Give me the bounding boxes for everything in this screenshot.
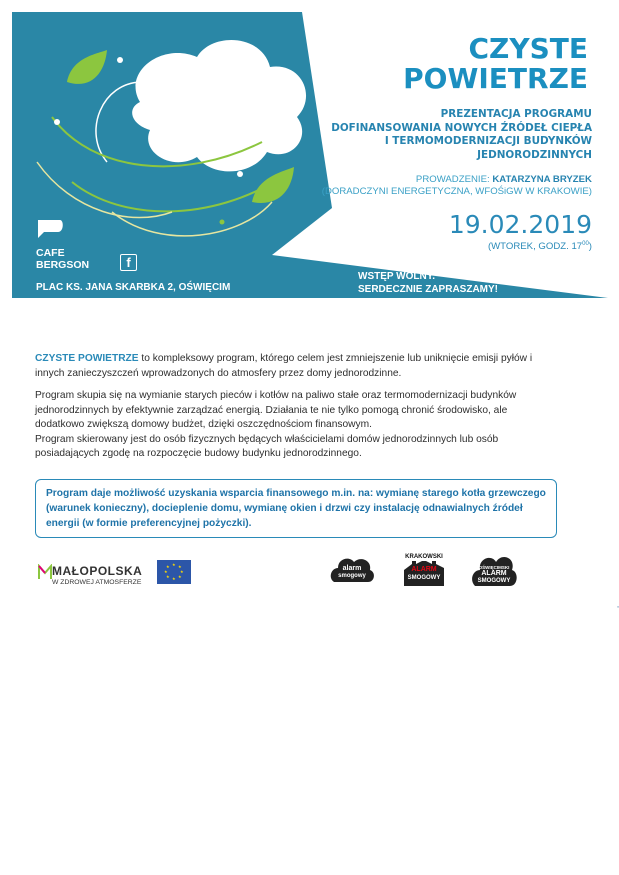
event-time (488, 241, 592, 252)
alarm-word: SMOGOWY (407, 575, 441, 581)
dot-decoration (237, 171, 243, 177)
title-line-1: CZYSTE (468, 32, 588, 65)
venue-name (36, 247, 89, 271)
leaf-icon (67, 50, 107, 84)
venue-address: PLAC KS. JANA SKARBKA 2, OŚWIĘCIM (36, 282, 231, 293)
venue-line: CAFE (36, 247, 65, 259)
dot-decoration (220, 220, 225, 225)
eu-flag-icon (157, 560, 191, 584)
alarm-word: ALARM (411, 566, 437, 573)
host-label: PROWADZENIE: (415, 174, 490, 185)
paragraph: Program skierowany jest do osób fizycznych będących właścicielami domów jednorodzinnych lub osób posiadających zgodę na rozpoczęcie budowy budynku jednorodzinnego. (35, 433, 499, 459)
cloud-icon (132, 40, 306, 171)
time-minutes: 00 (582, 241, 589, 247)
paragraph: Program skupia się na wymianie starych pieców i kotłów na paliwo stałe oraz termomodernizacji budynków jednorodzinnych by efektywnie zarządzać energią. Działania te nie tylko pomogą chronić środowisko, ale dodatkowo zwiększą domowy budżet, dzięki oszczędnościom finansowym. (35, 390, 517, 430)
eu-star: ★ (166, 574, 170, 579)
alarm-word: smogowy (338, 573, 366, 579)
eu-star: ★ (166, 564, 170, 569)
eu-star: ★ (172, 576, 176, 581)
alarm-word: SMOGOWY (477, 578, 511, 584)
eu-star: ★ (164, 569, 168, 574)
funding-note (578, 348, 616, 608)
alarm-word: OŚWIĘCIMSKI (478, 565, 510, 570)
event-subtitle (312, 108, 592, 162)
event-title (403, 34, 588, 94)
eu-star: ★ (180, 569, 184, 574)
program-description (35, 352, 555, 470)
alarm-word: ALARM (481, 570, 507, 577)
host-name: KATARZYNA BRYZEK (492, 174, 592, 185)
malopolska-tagline: W ZDROWEJ ATMOSFERZE (52, 579, 142, 586)
host-role: (DORADCZYNI ENERGETYCZNA, WFOŚiGW W KRAKOWIE) (321, 186, 592, 197)
paragraph-text: to kompleksowy program, którego celem jest zmniejszenie lub uniknięcie emisji pyłów i innych zanieczyszczeń wprowadzonych do atmosfery przez domy jednorodzinne. (35, 353, 533, 379)
malopolska-name: MAŁOPOLSKA (52, 564, 143, 578)
dot-decoration (54, 119, 60, 125)
event-banner (12, 12, 608, 298)
host-info (322, 174, 592, 198)
dot-decoration (117, 57, 123, 63)
support-info-box: Program daje możliwość uzyskania wsparcia finansowego m.in. na: wymianę starego kotła grzewczego (warunek konieczny), docieplenie domu, wymianę okien i drzwi czy instalację odnawialnych źródeł energii (w formie preferencyjnej pożyczki). (35, 479, 557, 538)
eu-star: ★ (178, 564, 182, 569)
alarm-word: KRAKOWSKI (400, 554, 448, 561)
swirl-line (112, 202, 272, 236)
swirl-line (72, 177, 282, 211)
alarm-word: alarm (342, 565, 362, 572)
eu-stars (157, 560, 191, 584)
eu-star: ★ (178, 574, 182, 579)
swirl-line (37, 162, 172, 218)
cafe-bubble-icon (38, 220, 63, 238)
time-prefix: (WTOREK, GODZ. 17 (487, 241, 583, 253)
oswiecimski-alarm-logo (470, 550, 518, 590)
leaf-icon (252, 167, 294, 203)
subtitle-line: PREZENTACJA PROGRAMU (440, 108, 592, 120)
alarm-smogowy-logo (328, 550, 376, 590)
subtitle-line: DOFINANSOWANIA NOWYCH ŹRÓDEŁ CIEPŁA (331, 121, 592, 134)
title-line-2: POWIETRZE (403, 62, 588, 95)
entry-note (358, 270, 498, 296)
program-name: CZYSTE POWIETRZE (35, 353, 139, 364)
cloud-outline (96, 82, 142, 162)
eu-star: ★ (172, 562, 176, 567)
facebook-icon: f (120, 254, 137, 271)
malopolska-m-icon (38, 564, 52, 580)
entry-line: WSTĘP WOLNY. (358, 271, 436, 282)
krakowski-alarm-logo (400, 550, 448, 590)
subtitle-line: JEDNORODZINNYCH (477, 148, 592, 161)
paragraph (35, 352, 555, 381)
venue-line: BERGSON (36, 259, 90, 271)
time-suffix: ) (588, 241, 592, 253)
event-date: 19.02.2019 (448, 210, 592, 239)
subtitle-line: I TERMOMODERNIZACJI BUDYNKÓW (384, 135, 592, 147)
entry-line: SERDECZNIE ZAPRASZAMY! (358, 284, 499, 295)
